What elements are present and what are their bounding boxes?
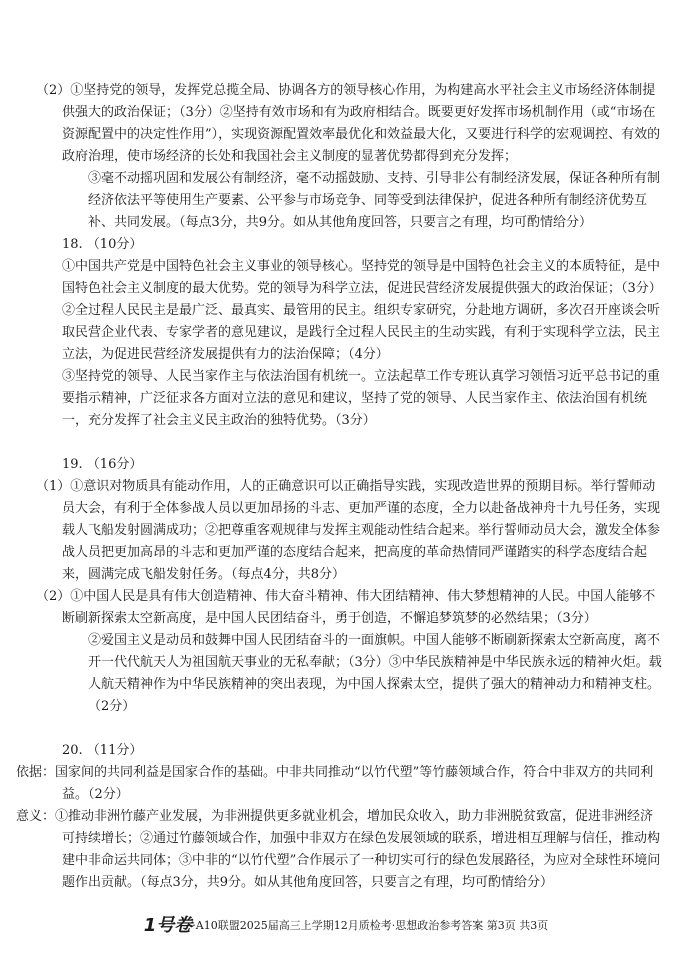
q20-meaning: 意义：①推动非洲竹藤产业发展，为非洲提供更多就业机会，增加民众收入，助力非洲脱贫致富，促进非洲经济可持续增长；②通过竹藤领域合作，加强中非双方在绿色发展领域的联系，增进相互理解与信任，推动构建中非命运共同体；③中非的“以竹代塑”合作展示了一种切实可行的绿色发展路径，为应对全球性环境问题作出贡献。（每点3分，共9分。如从其他角度回答，只要言之有理，均可酌情给分） — [16, 809, 661, 890]
brand-logo: 1号卷 — [143, 915, 193, 936]
q20-basis: 依据：国家间的共同利益是国家合作的基础。中非共同推动“以竹代塑”等竹藤领域合作，符合中非双方的共同利益。（2分） — [16, 765, 654, 802]
q18-heading: 18. （10分） — [62, 237, 143, 252]
footer-text: ·A10联盟2025届高三上学期12月质检考·思想政治参考答案 第3页 共3页 — [192, 919, 549, 932]
q19-section — [36, 454, 662, 718]
q18-item-1: ①中国共产党是中国特色社会主义事业的领导核心。坚持党的领导是中国特色社会主义的本质特征，是中国特色社会主义制度的最大优势。党的领导为科学立法，促进民营经济发展提供强大的政治保证；（3分） — [62, 259, 662, 296]
page-footer — [0, 915, 692, 936]
q20-section — [16, 740, 662, 894]
q17-part2 — [36, 80, 662, 234]
q18-item-2: ②全过程人民民主是最广泛、最真实、最管用的民主。组织专家研究，分赴地方调研，多次召开座谈会听取民营企业代表、专家学者的意见建议，是践行全过程人民民主的生动实践，有利于实现科学立法，民主立法，为促进民营经济发展提供有力的法治保障；（4分） — [62, 303, 661, 362]
q18-item-3: ③坚持党的领导、人民当家作主与依法治国有机统一。立法起草工作专班认真学习领悟习近平总书记的重要指示精神，广泛征求各方面对立法的意见和建议，坚持了党的领导、人民当家作主、依法治国有机统一，充分发挥了社会主义民主政治的独特优势。（3分） — [62, 369, 661, 428]
q19-part2-first: （2）①中国人民是具有伟大创造精神、伟大奋斗精神、伟大团结精神、伟大梦想精神的人民。中国人能够不断刷新探索太空新高度，是中国人民团结奋斗，勇于创造，不懈追梦筑梦的必然结果；（3分） — [36, 589, 656, 626]
q19-part2-second: ②爱国主义是动员和鼓舞中国人民团结奋斗的一面旗帜。中国人能够不断刷新探索太空新高度，离不开一代代航天人为祖国航天事业的无私奉献；（3分）③中华民族精神是中华民族永远的精神火炬。载人航天精神作为中华民族精神的突出表现，为中国人探索太空，提供了强大的精神动力和精神支柱。（2分） — [88, 633, 662, 714]
q17-part2-second: ③毫不动摇巩固和发展公有制经济，毫不动摇鼓励、支持、引导非公有制经济发展，保证各种所有制经济依法平等使用生产要素、公平参与市场竞争、同等受到法律保护，促进各种所有制经济优势互补、共同发展。（每点3分，共9分。如从其他角度回答，只要言之有理，均可酌情给分） — [88, 171, 661, 230]
q18-section — [62, 234, 662, 432]
q19-heading: 19. （16分） — [62, 457, 143, 472]
q19-part1: （1）①意识对物质具有能动作用，人的正确意识可以正确指导实践，实现改造世界的预期目标。举行誓师动员大会，有利于全体参战人员以更加昂扬的斗志、更加严谨的态度，全力以赴备战神舟十九号任务，实现载人飞船发射圆满成功；②把尊重客观规律与发挥主观能动性结合起来。举行誓师动员大会，激发全体参战人员把更加高昂的斗志和更加严谨的态度结合起来，把高度的革命热情同严谨踏实的科学态度结合起来，圆满完成飞船发射任务。（每点4分，共8分） — [36, 479, 661, 582]
q17-part2-first: （2）①坚持党的领导，发挥党总揽全局、协调各方的领导核心作用，为构建高水平社会主义市场经济体制提供强大的政治保证；（3分）②坚持有效市场和有为政府相结合。既要更好发挥市场机制作用（或“市场在资源配置中的决定性作用”），实现资源配置效率最优化和效益最大化，又要进行科学的宏观调控、有效的政府治理，使市场经济的长处和我国社会主义制度的显著优势都得到充分发挥； — [36, 83, 661, 164]
q20-heading: 20. （11分） — [62, 743, 143, 758]
